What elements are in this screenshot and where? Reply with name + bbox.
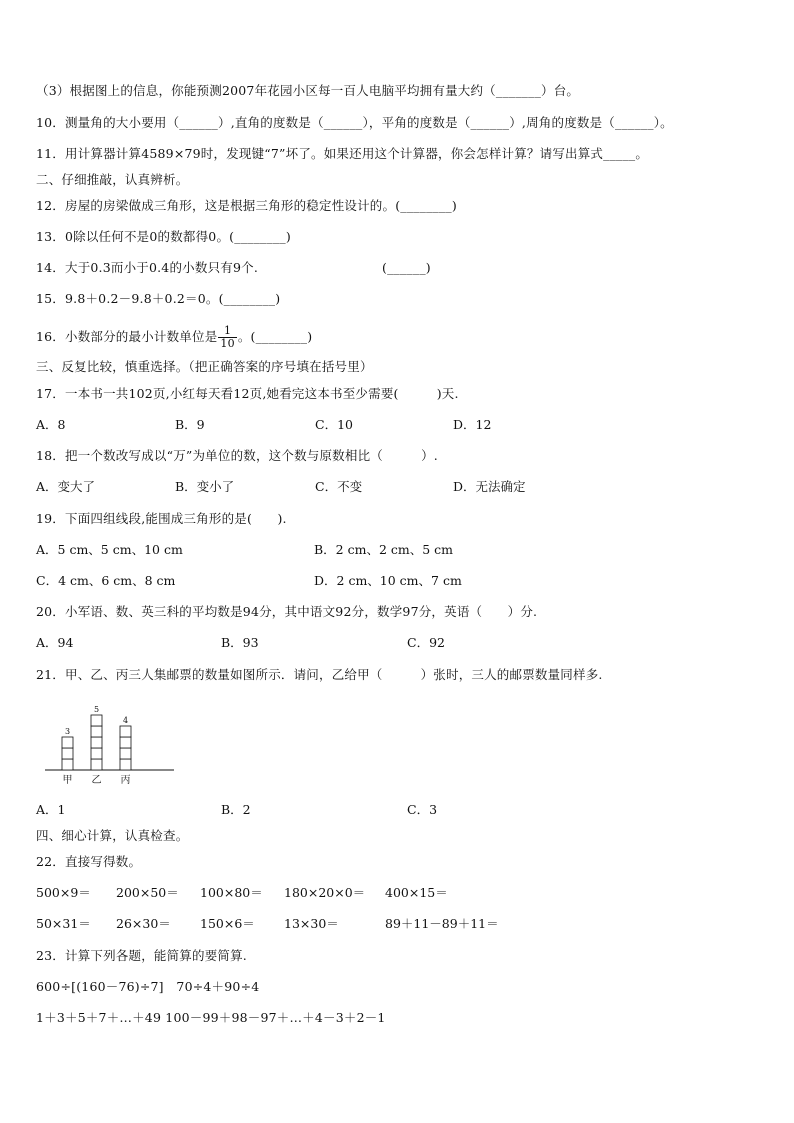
calc-item: 26×30＝	[116, 916, 171, 931]
option-c: C．92	[407, 635, 445, 650]
option-b: B．9	[175, 417, 205, 432]
fraction-denominator: 10	[220, 337, 235, 350]
calc-item: 100×80＝	[200, 885, 263, 900]
category-label: 丙	[120, 775, 131, 786]
question-9-3: （3）根据图上的信息，你能预测2007年花园小区每一百人电脑平均拥有量大约（_______）台。	[36, 83, 580, 98]
calc-item: 50×31＝	[36, 916, 91, 931]
option-b: B．变小了	[175, 479, 235, 494]
calc-item: 89＋11－89＋11＝	[385, 916, 499, 931]
question-18: 18．把一个数改写成以“万”为单位的数，这个数与原数相比（ ）.	[36, 448, 438, 463]
bar-value-label: 5	[93, 705, 100, 714]
bar-unit-square	[91, 759, 102, 770]
bar-unit-square	[91, 715, 102, 726]
option-a: A．8	[36, 417, 66, 432]
calc-item: 400×15＝	[385, 885, 448, 900]
fraction-one-tenth	[218, 325, 236, 350]
question-14: 14．大于0.3而小于0.4的小数只有9个.	[36, 260, 258, 275]
option-b: B．2 cm、2 cm、5 cm	[314, 542, 454, 557]
bar-unit-square	[91, 748, 102, 759]
option-b: B．93	[221, 635, 259, 650]
bar-value-label: 3	[64, 727, 71, 736]
option-d: D．12	[453, 417, 492, 432]
question-23: 23．计算下列各题，能简算的要简算.	[36, 948, 247, 963]
option-a: A．94	[36, 635, 74, 650]
question-13: 13．0除以任何不是0的数都得0。(________)	[36, 229, 291, 244]
calc-item: 200×50＝	[116, 885, 179, 900]
question-20: 20．小军语、数、英三科的平均数是94分，其中语文92分，数学97分，英语（ ）分.	[36, 604, 538, 619]
bar-unit-square	[91, 726, 102, 737]
option-c: C．不变	[315, 479, 363, 494]
section-3-heading: 三、反复比较，慎重选择。（把正确答案的序号填在括号里）	[36, 359, 373, 374]
question-19: 19．下面四组线段,能围成三角形的是( ).	[36, 511, 287, 526]
fraction-numerator: 1	[218, 325, 236, 338]
question-12: 12．房屋的房梁做成三角形，这是根据三角形的稳定性设计的。(________)	[36, 198, 457, 213]
question-22: 22．直接写得数。	[36, 854, 142, 869]
section-2-heading: 二、仔细推敲，认真辨析。	[36, 172, 189, 187]
question-17: 17．一本书一共102页,小红每天看12页,她看完这本书至少需要( )天.	[36, 386, 459, 401]
question-16	[36, 322, 312, 352]
option-c: C．3	[407, 802, 438, 817]
bar-unit-square	[120, 737, 131, 748]
calc-item: 180×20×0＝	[284, 885, 366, 900]
option-a: A．5 cm、5 cm、10 cm	[36, 542, 183, 557]
option-b: B．2	[221, 802, 251, 817]
bar-unit-square	[120, 759, 131, 770]
calc-item: 150×6＝	[200, 916, 255, 931]
question-16-text: 16．小数部分的最小计数单位是	[36, 329, 218, 344]
bar-unit-square	[62, 759, 73, 770]
bar-unit-square	[91, 737, 102, 748]
option-a: A．1	[36, 802, 66, 817]
category-label: 甲	[62, 775, 73, 786]
question-23-line-2: 1＋3＋5＋7＋…＋49 100－99＋98－97＋…＋4－3＋2－1	[36, 1010, 386, 1025]
question-14-blank: (______)	[382, 260, 431, 275]
question-11: 11．用计算器计算4589×79时，发现键“7”坏了。如果还用这个计算器，你会怎样计算？请写出算式_____。	[36, 146, 649, 161]
question-23-line-1: 600÷[(160－76)÷7] 70÷4＋90÷4	[36, 979, 260, 994]
question-15: 15．9.8＋0.2－9.8＋0.2＝0。(________)	[36, 291, 281, 306]
stamp-count-chart	[40, 692, 180, 788]
option-d: D．2 cm、10 cm、7 cm	[314, 573, 462, 588]
option-c: C．4 cm、6 cm、8 cm	[36, 573, 176, 588]
chart-marks	[45, 705, 174, 786]
bar-unit-square	[62, 737, 73, 748]
option-d: D．无法确定	[453, 479, 526, 494]
option-a: A．变大了	[36, 479, 96, 494]
bar-value-label: 4	[122, 716, 129, 725]
section-4-heading: 四、细心计算，认真检查。	[36, 828, 189, 843]
calc-item: 13×30＝	[284, 916, 339, 931]
question-16-blank: 。(________)	[237, 329, 313, 344]
calc-item: 500×9＝	[36, 885, 91, 900]
bar-unit-square	[62, 748, 73, 759]
option-c: C．10	[315, 417, 353, 432]
question-10: 10．测量角的大小要用（______）,直角的度数是（______），平角的度数是（______）,周角的度数是（______）。	[36, 115, 673, 130]
question-21: 21．甲、乙、丙三人集邮票的数量如图所示．请问，乙给甲（ ）张时，三人的邮票数量同样多.	[36, 667, 603, 682]
category-label: 乙	[91, 775, 102, 786]
bar-unit-square	[120, 748, 131, 759]
bar-unit-square	[120, 726, 131, 737]
